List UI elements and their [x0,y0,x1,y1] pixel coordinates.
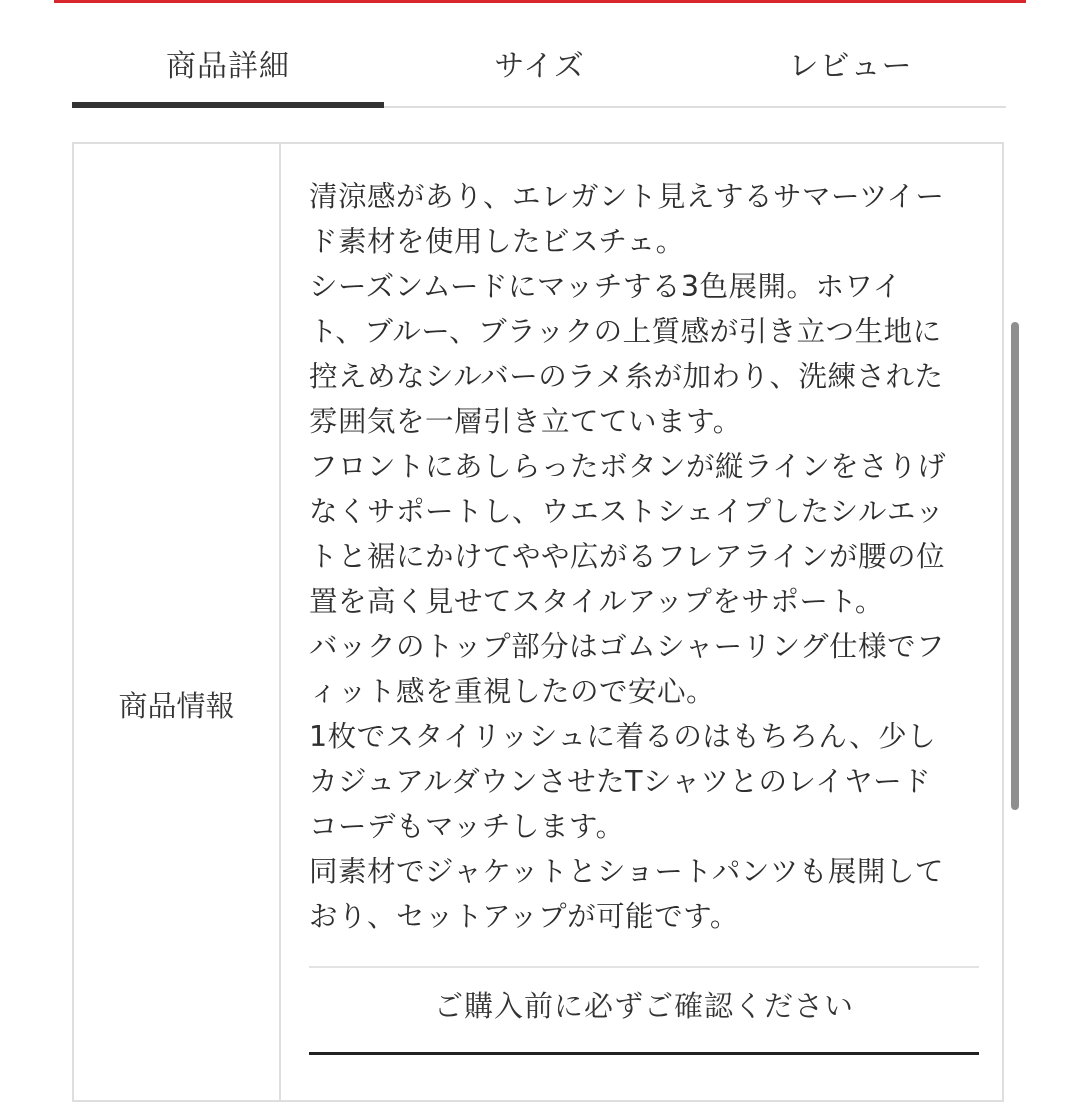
description-line: フロントにあしらったボタンが縦ラインをさりげ [309,450,947,483]
tab-reviews[interactable]: レビュー [788,49,913,84]
description-line: おり、セットアップが可能です。 [309,900,739,933]
top-accent-line [54,0,1026,3]
description-line: 置を高く見せてスタイルアップをサポート。 [309,585,884,618]
description-line: カジュアルダウンさせたTシャツとのレイヤード [309,765,932,798]
description-line: ト、ブルー、ブラックの上質感が引き立つ生地に [309,315,942,348]
notice-underline [309,1052,979,1055]
tab-bar [72,20,1006,108]
description-line: シーズンムードにマッチする3色展開。ホワイ [309,270,902,303]
description-line: 控えめなシルバーのラメ糸が加わり、洗練された [309,360,944,393]
description-line: なくサポートし、ウエストシェイプしたシルエッ [309,495,945,528]
scrollbar[interactable] [1011,322,1019,810]
product-info-table [72,142,1004,1102]
description-line: ィット感を重視したので安心。 [309,675,716,708]
product-info-label: 商品情報 [118,689,235,723]
label-cell [74,144,281,1100]
section-divider [309,966,979,968]
tab-product-details[interactable]: 商品詳細 [72,20,384,106]
description-line: トと裾にかけてやや広がるフレアラインが腰の位 [309,540,946,573]
tab-size[interactable]: サイズ [494,49,585,84]
description-line: 1枚でスタイリッシュに着るのはもちろん、少し [309,720,937,753]
description-line: バックのトップ部分はゴムシャーリング仕様でフ [309,630,946,663]
description-line: 雰囲気を一層引き立てています。 [309,405,742,438]
description-line: コーデもマッチします。 [309,810,625,843]
description-line: 同素材でジャケットとショートパンツも展開して [309,855,944,888]
notice-heading: ご購入前に必ずご確認ください [433,989,854,1023]
description-line: 清涼感があり、エレガント見えするサマーツイー [309,180,945,213]
description-line: ド素材を使用したビスチェ。 [309,225,685,258]
product-description [309,174,969,939]
